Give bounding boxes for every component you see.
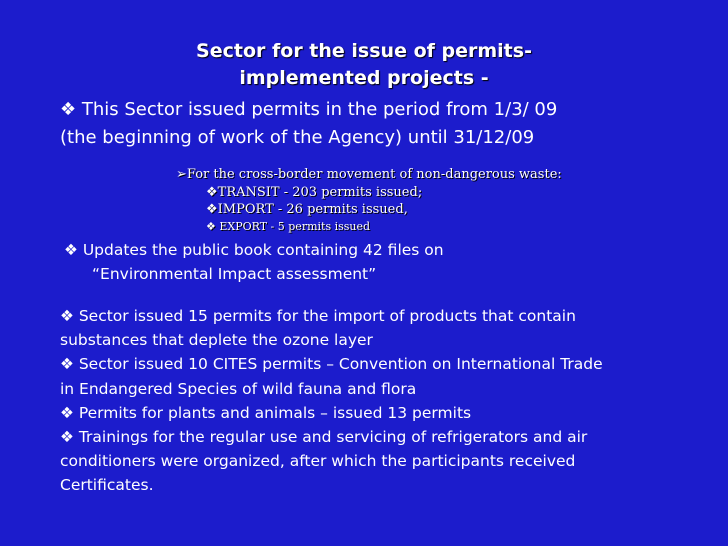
slide-title-line-2: implemented projects - [239,67,489,89]
list-item: in Endangered Species of wild fauna and flora [60,379,417,398]
list-item: Certificates. [60,476,154,495]
public-book-bullet [64,238,444,286]
activities-list [60,304,603,498]
permits-period-line-1: ❖ This Sector issued permits in the period from 1/3/ 09 [60,99,558,120]
list-item: ❖ Sector issued 15 permits for the import of products that contain [60,307,576,325]
waste-item-transit: ❖TRANSIT - 203 permits issued; [206,185,423,200]
public-book-line-2: “Environmental Impact assessment” [92,265,377,283]
waste-item-import: ❖IMPORT - 26 permits issued, [206,202,408,217]
slide-title-line-1: Sector for the issue of permits- [196,40,532,62]
list-item: substances that deplete the ozone layer [60,331,373,350]
waste-item-export: ❖ EXPORT - 5 permits issued [206,220,371,233]
list-item: ❖ Sector issued 10 CITES permits – Convention on International Trade [60,355,603,374]
permits-period-line-2: (the beginning of work of the Agency) until 31/12/09 [60,127,535,148]
public-book-line-1: ❖ Updates the public book containing 42 files on [64,241,444,259]
list-item: ❖ Permits for plants and animals – issued 13 permits [60,403,472,422]
list-item: conditioners were organized, after which the participants received [60,452,576,471]
slide-title [0,38,728,92]
permits-period-bullet [60,96,557,152]
waste-heading: ➢For the cross-border movement of non-dangerous waste: [176,167,562,182]
list-item: ❖ Trainings for the regular use and servicing of refrigerators and air [60,428,588,447]
